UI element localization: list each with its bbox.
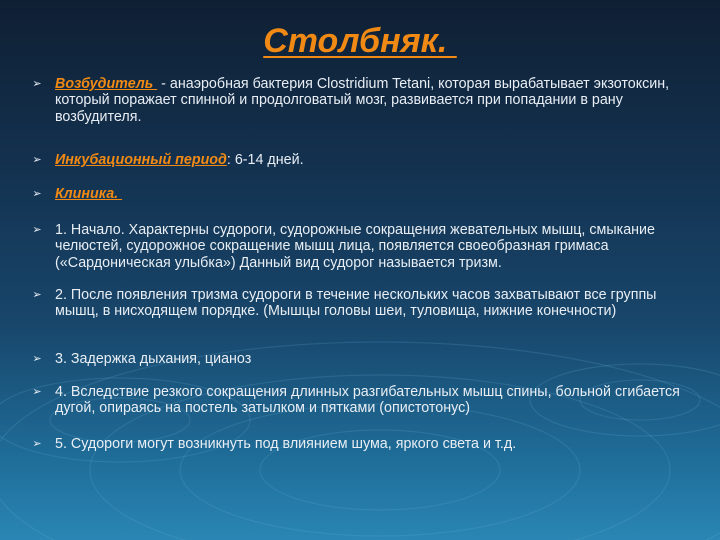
arrow-bullet-icon: ➢	[32, 154, 42, 166]
bullet-text: 1. Начало. Характерны судороги, судорожные сокращения жевательных мышц, смыкание челюстей, судорожное сокращение мышц лица, появляется своеобразная гримаса («Сардоническая улыбка») Данный вид судорог называется тризм.	[55, 222, 655, 271]
arrow-bullet-icon: ➢	[32, 188, 42, 200]
bullet-term: Инкубационный период	[55, 152, 227, 168]
arrow-bullet-icon: ➢	[32, 78, 42, 90]
bullet-body: - анаэробная бактерия Clostridium Tetani, которая вырабатывает экзотоксин, который поражает спинной и продолговатый мозг, развивается при попадании в рану возбудителя.	[55, 76, 670, 125]
bullet-text	[55, 186, 695, 202]
arrow-bullet-icon: ➢	[32, 289, 42, 301]
bullet-item-clinic	[30, 186, 695, 202]
bullet-item-incubation	[30, 152, 695, 168]
arrow-bullet-icon: ➢	[32, 224, 42, 236]
arrow-bullet-icon: ➢	[32, 438, 42, 450]
arrow-bullet-icon: ➢	[32, 353, 42, 365]
arrow-bullet-icon: ➢	[32, 386, 42, 398]
bullet-text: 3. Задержка дыхания, цианоз	[55, 351, 252, 367]
bullet-text: 2. После появления тризма судороги в течение нескольких часов захватывают все группы мышц, в нисходящем порядке. (Мышцы головы шеи, туловища, нижние конечности)	[55, 287, 657, 320]
bullet-body: : 6-14 дней.	[226, 152, 304, 168]
bullet-text: 4. Вследствие резкого сокращения длинных разгибательных мышц спины, больной сгибается дугой, опираясь на постель затылком и пятками (опистотонус)	[55, 384, 680, 417]
bullet-item-opisthotonus	[30, 384, 695, 417]
bullet-text	[55, 76, 695, 125]
bullet-term: Клиника.	[55, 186, 123, 202]
bullet-text	[55, 152, 695, 168]
bullet-item-pathogen	[30, 76, 695, 125]
bullet-text: 5. Судороги могут возникнуть под влиянием шума, яркого света и т.д.	[55, 436, 517, 452]
bullet-item-triggers	[30, 436, 695, 452]
bullet-item-breathing	[30, 351, 695, 367]
slide-title: Столбняк.	[263, 22, 457, 60]
bullet-term: Возбудитель	[55, 76, 158, 92]
bullet-item-spread	[30, 287, 695, 320]
bullet-item-onset	[30, 222, 695, 271]
